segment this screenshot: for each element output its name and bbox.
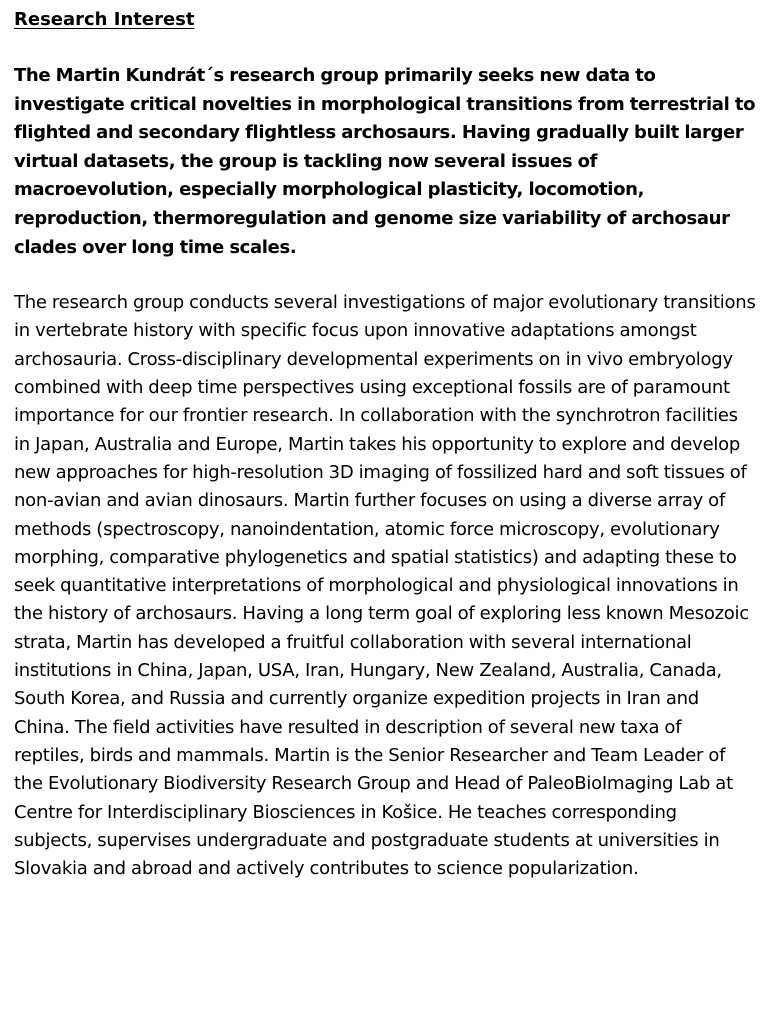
body-paragraph: The research group conducts several investigations of major evolutionary transitions in vertebrate history with specific focus upon innovative adaptations amongst archosauria. Cross-disciplinary developmental experiments on in vivo embryology combined with deep time perspectives using exceptional fossils are of paramount importance for our frontier research. In collaboration with the synchrotron facilities in Japan, Australia and Europe, Martin takes his opportunity to explore and develop new approaches for high-resolution 3D imaging of fossilized hard and soft tissues of non-avian and avian dinosaurs. Martin further focuses on using a diverse array of methods (spectroscopy, nanoindentation, atomic force microscopy, evolutionary morphing, comparative phylogenetics and spatial statistics) and adapting these to seek quantitative interpretations of morphological and physiological innovations in the history of archosaurs. Having a long term goal of exploring less known Mesozoic strata, Martin has developed a fruitful collaboration with several international institutions in China, Japan, USA, Iran, Hungary, New Zealand, Australia, Canada, South Korea, and Russia and currently organize expedition projects in Iran and China. The field activities have resulted in description of several new taxa of reptiles, birds and mammals. Martin is the Senior Researcher and Team Leader of the Evolutionary Biodiversity Research Group and Head of PaleoBioImaging Lab at Centre for Interdisciplinary Biosciences in Košice. He teaches corresponding subjects, supervises undergraduate and postgraduate students at universities in Slovakia and abroad and actively contributes to science popularization. (14, 292, 756, 880)
lead-paragraph: The Martin Kundrát´s research group primarily seeks new data to investigate critical novelties in morphological transitions from terrestrial to flighted and secondary flightless archosaurs. Having gradually built larger virtual datasets, the group is tackling now several issues of macroevolution, especially morphological plasticity, locomotion, reproduction, thermoregulation and genome size variability of archosaur clades over long time scales. (14, 65, 756, 258)
section-heading: Research Interest (14, 9, 195, 30)
research-interest-section (14, 6, 756, 883)
